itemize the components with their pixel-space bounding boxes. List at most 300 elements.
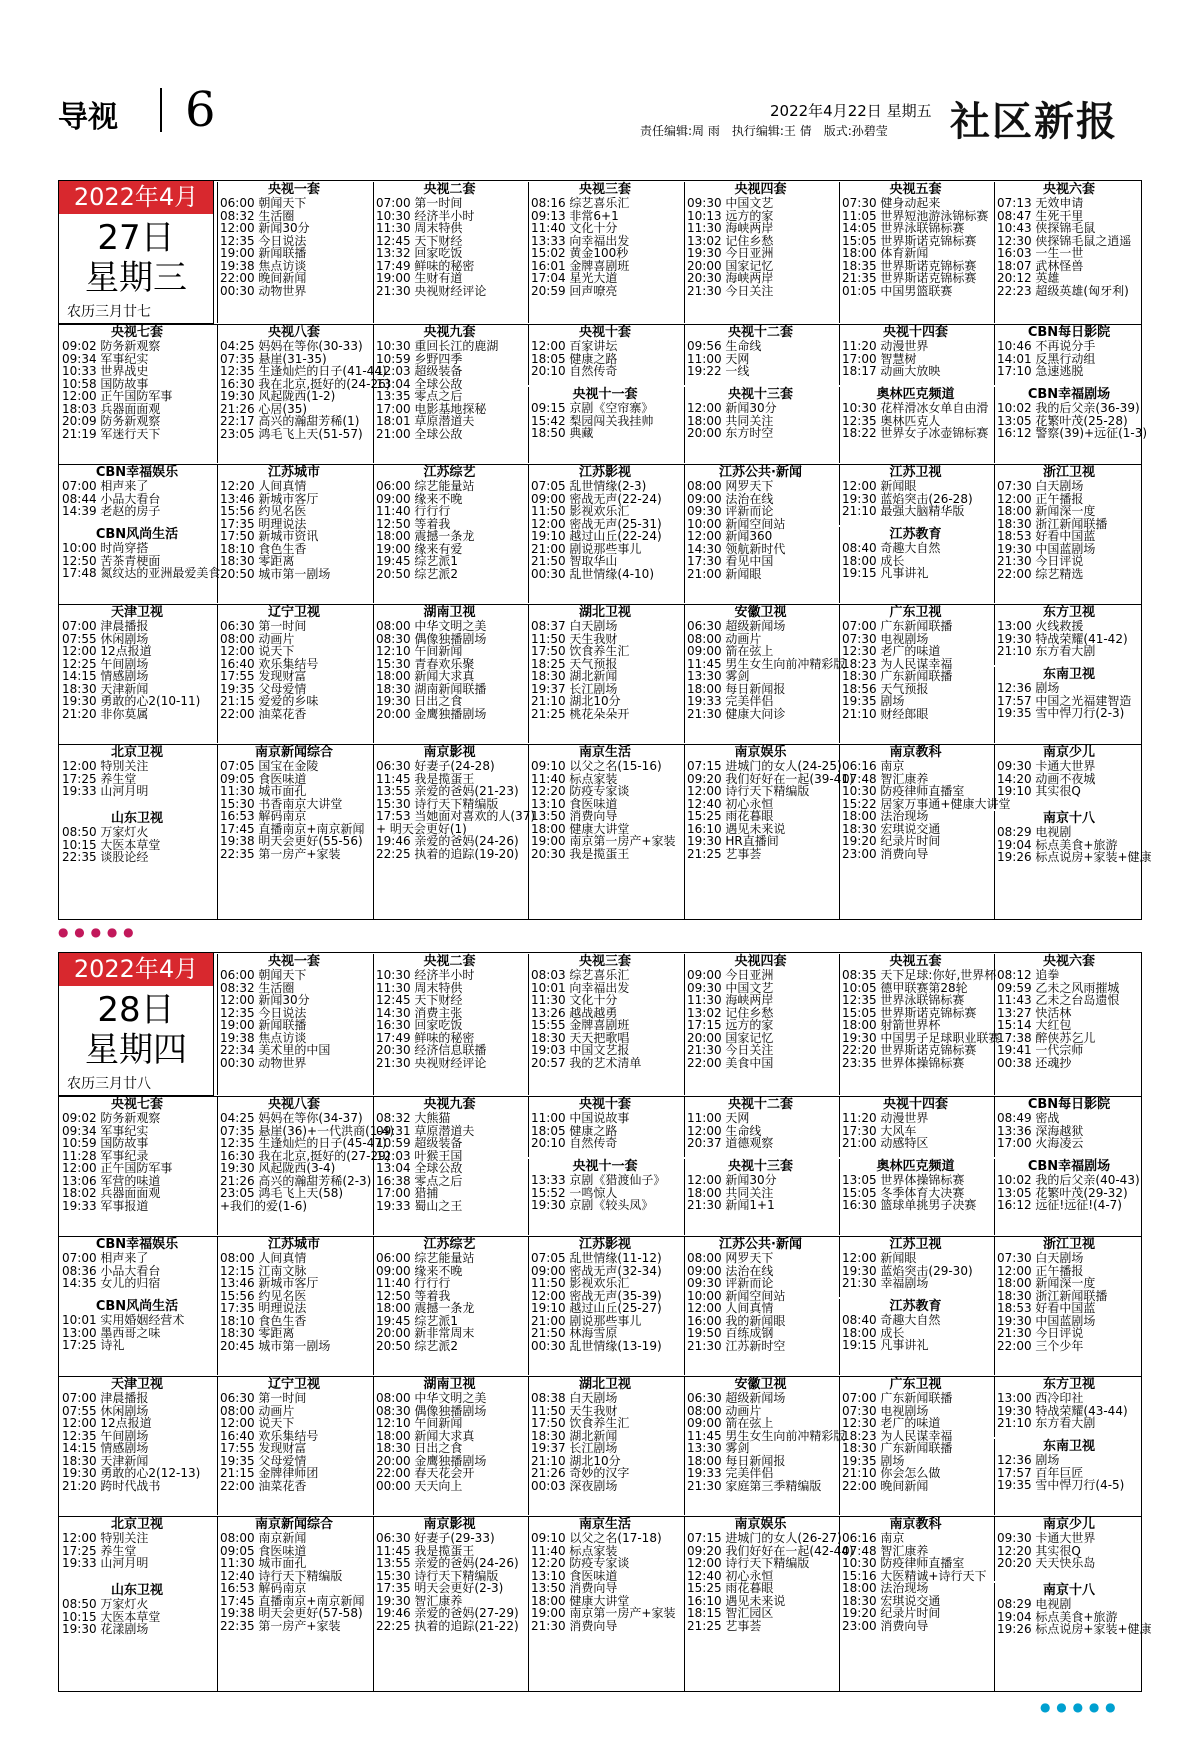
channel-block bbox=[684, 1237, 834, 1375]
program-line: 06:16 南京 bbox=[842, 1531, 905, 1545]
channel-name: 东方卫视 bbox=[1042, 605, 1095, 620]
program-line: 13:50 消费向导 bbox=[531, 809, 618, 823]
program-line: 12:50 等着我 bbox=[376, 516, 451, 531]
channel-name: 湖南卫视 bbox=[423, 605, 476, 620]
program-line: 10:30 经济半小时 bbox=[376, 968, 475, 982]
program-line: 18:23 为人民谋幸福 bbox=[842, 1428, 953, 1443]
program-line: 18:17 动画大放映 bbox=[842, 364, 941, 378]
channel-block bbox=[62, 605, 212, 743]
program-line: 19:30 日出之食 bbox=[376, 694, 463, 708]
program-line: 09:00 法治在线 bbox=[687, 1263, 774, 1278]
channel-name: 安徽卫视 bbox=[734, 605, 787, 620]
program-line: 12:20 其实很Q bbox=[997, 1543, 1081, 1558]
program-line: 22:23 超级英雄(匈牙利) bbox=[997, 283, 1129, 298]
program-line: 18:30 零距离 bbox=[220, 554, 295, 568]
channel-block bbox=[839, 325, 989, 385]
program-line: 15:22 居家万事通+健康大讲堂 bbox=[842, 796, 1011, 811]
program-line: 09:30 中国文艺 bbox=[687, 980, 774, 995]
program-line: 22:00 综艺精选 bbox=[997, 566, 1084, 581]
program-line: + 明天会更好(1) bbox=[376, 821, 467, 836]
program-line: 19:30 中国蓝剧场 bbox=[997, 1313, 1096, 1328]
program-line: 19:00 缘来有爱 bbox=[376, 541, 463, 556]
channel-block bbox=[373, 182, 523, 323]
program-line: 07:55 休闲剧场 bbox=[62, 1403, 149, 1418]
channel-block bbox=[684, 954, 834, 1095]
program-line: 08:50 万家灯火 bbox=[62, 825, 149, 839]
program-line: 12:15 江南文脉 bbox=[220, 1263, 307, 1278]
program-line: 12:00 12点报道 bbox=[62, 644, 152, 658]
program-line: 04:25 妈妈在等你(30-33) bbox=[220, 339, 363, 353]
program-line: 06:16 南京 bbox=[842, 759, 905, 773]
program-line: 12:00 正午国防军事 bbox=[62, 1161, 173, 1175]
program-line: 04:25 妈妈在等你(34-37) bbox=[220, 1111, 363, 1125]
program-line: 12:00 诗行天下精编版 bbox=[687, 784, 810, 798]
program-line: 12:00 人间真情 bbox=[687, 1301, 774, 1315]
program-line: 11:40 标点家装 bbox=[531, 1543, 618, 1558]
program-line: 12:45 天下财经 bbox=[376, 993, 463, 1007]
channel-name: 东南卫视 bbox=[1042, 667, 1095, 682]
program-line: 09:30 评新而论 bbox=[687, 1276, 774, 1290]
channel-block bbox=[684, 387, 834, 463]
program-line: 20:30 我是揽蛋王 bbox=[531, 846, 630, 861]
program-line: 20:50 城市第一剧场 bbox=[220, 566, 331, 581]
program-line: 21:25 艺事荟 bbox=[687, 1618, 762, 1633]
program-line: 08:40 奇趣大自然 bbox=[842, 541, 941, 555]
channel-block bbox=[373, 745, 536, 920]
channel-block bbox=[839, 465, 989, 525]
weekday-label: 星期四 bbox=[85, 1030, 187, 1070]
channel-name: 湖南卫视 bbox=[423, 1377, 476, 1392]
program-line: 12:00 说天下 bbox=[220, 644, 295, 658]
program-line: 08:29 电视剧 bbox=[997, 1597, 1072, 1611]
program-line: 01:05 中国男篮联赛 bbox=[842, 283, 953, 298]
channel-block bbox=[373, 1097, 523, 1235]
program-line: 09:20 我们好好在一起(39-41) bbox=[687, 771, 854, 786]
channel-name: 央视八套 bbox=[267, 325, 320, 340]
program-line: 19:30 勇敢的心2(10-11) bbox=[62, 694, 201, 708]
program-line: 21:10 湖北10分 bbox=[531, 1453, 621, 1468]
program-line: 07:30 电视剧场 bbox=[842, 1403, 929, 1418]
program-line: 12:35 生逢灿烂的日子(41-44) bbox=[220, 364, 387, 378]
program-line: 13:02 记住乡愁 bbox=[687, 233, 774, 248]
page-number: 6 bbox=[185, 82, 216, 138]
program-line: 18:30 湖南新闻联播 bbox=[376, 681, 487, 696]
program-line: 16:30 回家吃饭 bbox=[376, 1018, 463, 1032]
program-line: 12:00 特别关注 bbox=[62, 1531, 149, 1545]
program-line: 10:43 侠探锦毛鼠 bbox=[997, 221, 1096, 235]
channel-name: 江苏影视 bbox=[578, 465, 631, 480]
channel-block bbox=[839, 1517, 989, 1692]
program-line: 21:25 艺事荟 bbox=[687, 846, 762, 861]
program-line: 15:30 青春欢乐聚 bbox=[376, 656, 475, 671]
program-line: 13:04 全球公敌 bbox=[376, 376, 463, 391]
program-line: 12:10 午间新闻 bbox=[376, 1416, 463, 1430]
channel-name: 江苏综艺 bbox=[423, 1237, 476, 1252]
program-line: 17:25 养生堂 bbox=[62, 1543, 137, 1558]
program-line: 08:29 电视剧 bbox=[997, 825, 1072, 839]
channel-name: 东方卫视 bbox=[1042, 1377, 1095, 1392]
program-line: 19:38 焦点访谈 bbox=[220, 1030, 307, 1045]
program-line: 10:01 向幸福出发 bbox=[531, 980, 630, 995]
channel-name: 央视二套 bbox=[423, 182, 476, 197]
program-line: 12:35 午间剧场 bbox=[62, 1428, 149, 1443]
program-line: 08:38 白天剧场 bbox=[531, 1391, 618, 1405]
program-line: 18:50 典藏 bbox=[531, 426, 594, 440]
channel-block bbox=[373, 465, 523, 603]
channel-block bbox=[994, 1377, 1141, 1437]
program-line: 12:10 午间新闻 bbox=[376, 644, 463, 658]
program-line: 11:30 海峡两岸 bbox=[687, 221, 774, 235]
channel-block bbox=[62, 1097, 212, 1235]
program-line: 20:00 国家记忆 bbox=[687, 1030, 774, 1045]
program-line: 12:00 特別关注 bbox=[62, 759, 149, 773]
program-line: 19:35 剧场 bbox=[842, 1453, 905, 1468]
program-line: 21:00 剧说那些事儿 bbox=[531, 541, 642, 556]
program-line: 08:47 生死干里 bbox=[997, 208, 1084, 223]
program-line: 11:50 天生我财 bbox=[531, 1403, 618, 1418]
channel-name: 央视一套 bbox=[267, 182, 320, 197]
channel-block bbox=[994, 182, 1141, 323]
channel-block bbox=[62, 811, 212, 920]
program-line: 19:50 百练成钢 bbox=[687, 1326, 774, 1340]
program-line: 21:30 央视财经评论 bbox=[376, 1055, 487, 1070]
channel-block bbox=[994, 465, 1141, 603]
program-line: 12:03 叶猴王国 bbox=[376, 1148, 463, 1163]
channel-name: 奥林匹克频道 bbox=[876, 387, 955, 402]
program-line: 08:50 万家灯火 bbox=[62, 1597, 149, 1611]
program-line: 16:03 一生一世 bbox=[997, 246, 1084, 260]
channel-block bbox=[62, 745, 212, 809]
program-line: 12:00 新闻30分 bbox=[220, 993, 310, 1007]
program-line: 06:30 第一时间 bbox=[220, 619, 307, 633]
program-line: 07:30 电视剧场 bbox=[842, 631, 929, 646]
program-line: 19:38 明天会更好(57-58) bbox=[220, 1606, 363, 1620]
program-line: 15:30 诗行天下精编版 bbox=[376, 796, 499, 811]
program-line: 18:30 天津新闻 bbox=[62, 681, 149, 696]
program-line: 20:00 国家记忆 bbox=[687, 258, 774, 273]
program-line: 19:00 生财有道 bbox=[376, 271, 463, 285]
channel-block bbox=[373, 1237, 523, 1375]
program-line: 11:40 行行行 bbox=[376, 504, 451, 518]
program-line: 18:22 世界女子冰壶锦标赛 bbox=[842, 426, 989, 440]
header-divider bbox=[160, 88, 162, 132]
program-line: 19:00 新闻联播 bbox=[220, 1018, 307, 1032]
channel-name: 南京新闻综合 bbox=[254, 1517, 333, 1532]
program-line: 23:00 消费向导 bbox=[842, 1618, 929, 1633]
program-line: 21:30 今日评说 bbox=[997, 1326, 1084, 1340]
program-line: 18:00 成长 bbox=[842, 1325, 905, 1340]
program-line: 08:35 天下足球:你好,世界杯 bbox=[842, 968, 997, 982]
program-line: 17:35 明天会更好(2-3) bbox=[376, 1581, 504, 1595]
program-line: 21:19 军迷行天下 bbox=[62, 426, 161, 441]
program-line: 08:44 小品大看台 bbox=[62, 491, 161, 506]
channel-name: 江苏影视 bbox=[578, 1237, 631, 1252]
program-line: 20:59 回声嘹亮 bbox=[531, 283, 618, 298]
program-line: 21:30 幸福剧场 bbox=[842, 1276, 929, 1290]
program-line: 13:02 记住乡愁 bbox=[687, 1005, 774, 1020]
program-line: 08:30 偶像独播剧场 bbox=[376, 631, 487, 646]
program-line: 19:45 综艺派1 bbox=[376, 554, 459, 568]
program-line: 15:30 书香南京大讲堂 bbox=[220, 796, 343, 811]
program-line: 07:48 智汇康养 bbox=[842, 1543, 929, 1558]
channel-name: 浙江卫视 bbox=[1042, 1237, 1095, 1252]
program-line: 18:30 广东新闻联播 bbox=[842, 1441, 953, 1455]
program-line: 19:30 蓝焰突击(29-30) bbox=[842, 1263, 973, 1278]
program-line: 15:56 约见名医 bbox=[220, 504, 307, 518]
channel-name: 央视七套 bbox=[110, 325, 163, 340]
program-line: 20:10 自然传奇 bbox=[531, 364, 618, 378]
program-line: 13:30 雾剑 bbox=[687, 1441, 750, 1455]
program-line: 13:00 西冷印社 bbox=[997, 1391, 1084, 1405]
program-line: 10:59 超级装备 bbox=[376, 1136, 463, 1150]
channel-name: 广东卫视 bbox=[889, 605, 942, 620]
program-line: 12:20 人间真情 bbox=[220, 479, 307, 493]
channel-name: 北京卫视 bbox=[110, 1517, 163, 1532]
program-line: 16:30 篮球单挑男子决赛 bbox=[842, 1198, 977, 1212]
program-line: 09:00 缘来不晚 bbox=[376, 491, 463, 506]
program-line: 13:46 新城市客厅 bbox=[220, 1276, 319, 1290]
program-line: 17:45 直播南京+南京新闻 bbox=[220, 1593, 365, 1608]
program-line: 11:00 天网 bbox=[687, 1111, 750, 1125]
program-line: 19:26 标点说房+家装+健康 bbox=[997, 850, 1152, 864]
channel-name: 南京十八 bbox=[1042, 1583, 1095, 1598]
program-line: 12:30 老广的味道 bbox=[842, 1416, 941, 1430]
program-line: 20:30 经济信息联播 bbox=[376, 1043, 487, 1057]
program-line: 12:00 正午播报 bbox=[997, 1263, 1084, 1278]
program-line: 21:00 剧说那些事儿 bbox=[531, 1313, 642, 1328]
channel-block bbox=[994, 667, 1141, 743]
program-line: 16:53 解码南京 bbox=[220, 1581, 307, 1595]
program-line: 10:33 世界战史 bbox=[62, 364, 149, 378]
program-line: 18:00 健康大讲堂 bbox=[531, 1593, 630, 1608]
program-line: 12:00 正午播报 bbox=[997, 491, 1084, 506]
program-line: 17:00 猎捕 bbox=[376, 1186, 439, 1200]
channel-block bbox=[994, 387, 1148, 463]
program-line: 12:00 正午国防军事 bbox=[62, 389, 173, 403]
program-line: 17:35 明理说法 bbox=[220, 516, 307, 531]
program-line: 18:00 共同关注 bbox=[687, 1185, 774, 1200]
program-line: 19:30 中国蓝剧场 bbox=[997, 541, 1096, 556]
program-line: 16:38 零点之后 bbox=[376, 1173, 463, 1188]
channel-block bbox=[528, 182, 679, 323]
program-line: 20:50 综艺派2 bbox=[376, 1338, 459, 1353]
program-line: 21:25 桃花朵朵开 bbox=[531, 706, 630, 721]
channel-name: 南京生活 bbox=[578, 1517, 631, 1532]
program-line: 17:53 当她面对喜欢的人(37) bbox=[376, 809, 536, 823]
program-line: 20:12 英雄 bbox=[997, 271, 1060, 285]
program-line: 19:33 军事报道 bbox=[62, 1198, 149, 1213]
channel-name: 辽宁卫视 bbox=[267, 605, 320, 620]
program-line: 19:26 标点说房+家装+健康 bbox=[997, 1622, 1152, 1636]
program-line: 06:00 朝闻天下 bbox=[220, 196, 307, 210]
program-line: 16:10 遇见未来说 bbox=[687, 1593, 786, 1608]
channel-block bbox=[62, 465, 212, 525]
program-line: 16:53 解码南京 bbox=[220, 809, 307, 823]
channel-block bbox=[994, 1237, 1141, 1375]
program-line: 12:20 防疫专家谈 bbox=[531, 784, 630, 798]
program-line: 18:30 湖北新闻 bbox=[531, 669, 618, 683]
program-line: 14:01 反黑行动组 bbox=[997, 351, 1096, 366]
channel-block bbox=[528, 745, 679, 920]
program-line: 19:35 父母爱情 bbox=[220, 681, 307, 696]
channel-block bbox=[684, 325, 834, 385]
program-line: 19:00 南京第一房产+家装 bbox=[531, 1606, 676, 1620]
program-line: 18:00 每日新闻报 bbox=[687, 1453, 786, 1468]
channel-block bbox=[994, 1517, 1141, 1581]
date-block bbox=[59, 953, 214, 1096]
program-line: 17:50 饮食养生汇 bbox=[531, 644, 630, 658]
program-line: 11:20 动漫世界 bbox=[842, 1111, 929, 1125]
program-line: 10:30 经济半小时 bbox=[376, 208, 475, 223]
program-line: 18:01 草原潜道夫 bbox=[376, 414, 475, 428]
program-line: 15:05 世界斯诺克锦标赛 bbox=[842, 1005, 977, 1020]
program-line: 09:15 京剧《空帘寨》 bbox=[531, 401, 654, 415]
program-line: 07:05 乱世情缘(11-12) bbox=[531, 1251, 662, 1265]
program-line: 11:30 周末特供 bbox=[376, 221, 463, 235]
program-line: 21:20 非你莫属 bbox=[62, 706, 149, 721]
page-header bbox=[0, 0, 1200, 160]
program-line: 11:05 世界短池游泳锦标赛 bbox=[842, 208, 989, 223]
program-line: 08:00 动画片 bbox=[687, 631, 762, 646]
program-line: 10:15 大医本草堂 bbox=[62, 1609, 161, 1624]
program-line: 13:26 越战越勇 bbox=[531, 1005, 618, 1020]
program-line: 10:30 防疫律师直播室 bbox=[842, 784, 965, 798]
program-line: 09:10 以父之名(17-18) bbox=[531, 1531, 662, 1545]
channel-block bbox=[217, 465, 368, 603]
program-line: 17:45 直播南京+南京新闻 bbox=[220, 821, 365, 836]
program-line: 22:25 执着的追踪(21-22) bbox=[376, 1618, 519, 1633]
program-line: 13:04 全球公敌 bbox=[376, 1161, 463, 1175]
program-line: 14:15 情感剧场 bbox=[62, 669, 149, 683]
channel-block bbox=[684, 605, 846, 743]
program-line: 09:56 生命线 bbox=[687, 339, 762, 353]
program-line: 09:05 食医味道 bbox=[220, 771, 307, 786]
channel-name: 奥林匹克频道 bbox=[876, 1159, 955, 1174]
program-line: 09:00 密战无声(32-34) bbox=[531, 1263, 662, 1278]
program-line: 18:00 射箭世界杯 bbox=[842, 1018, 941, 1032]
channel-block bbox=[994, 1439, 1141, 1515]
program-line: 06:30 超级新闻场 bbox=[687, 1391, 786, 1405]
program-line: 10:58 国防故事 bbox=[62, 376, 149, 391]
channel-block bbox=[62, 1517, 212, 1581]
program-line: 21:30 今日关注 bbox=[687, 1043, 774, 1057]
program-line: 18:15 智汇园区 bbox=[687, 1606, 774, 1620]
program-line: 14:39 老赵的房子 bbox=[62, 504, 161, 518]
program-line: 18:30 湖北新闻 bbox=[531, 1428, 618, 1443]
program-line: 12:03 超级装备 bbox=[376, 364, 463, 378]
program-line: 17:48 氮纹达的亚洲最爱美食 bbox=[62, 566, 221, 580]
program-line: 18:30 宏琪说交通 bbox=[842, 1593, 941, 1608]
program-line: 20:09 防务新观察 bbox=[62, 414, 161, 428]
channel-block bbox=[839, 954, 1001, 1095]
program-line: 19:35 雪中悍刀行(2-3) bbox=[997, 706, 1125, 720]
program-line: 12:30 老广的味道 bbox=[842, 644, 941, 658]
program-line: 19:30 中国男子足球职业联赛 bbox=[842, 1030, 1001, 1045]
program-line: 19:30 风起陇西(1-2) bbox=[220, 389, 336, 403]
program-line: 20:37 道德观察 bbox=[687, 1136, 774, 1150]
program-line: 13:27 快活林 bbox=[997, 1005, 1072, 1020]
channel-block bbox=[528, 387, 679, 463]
section-title: 导视 bbox=[58, 100, 118, 135]
program-line: 13:46 新城市客厅 bbox=[220, 491, 319, 506]
program-line: 18:30 浙江新闻联播 bbox=[997, 516, 1108, 531]
program-line: 12:00 新闻眼 bbox=[842, 479, 917, 493]
program-line: 08:32 生活圈 bbox=[220, 208, 295, 223]
channel-block bbox=[528, 1237, 679, 1375]
program-line: 18:00 共同关注 bbox=[687, 413, 774, 428]
program-line: 15:02 黄金100秒 bbox=[531, 246, 629, 260]
channel-name: 浙江卫视 bbox=[1042, 465, 1095, 480]
program-line: 09:20 我们好好在一起(42-44) bbox=[687, 1543, 854, 1558]
program-line: 11:45 我是揽蛋王 bbox=[376, 1543, 475, 1558]
program-line: 10:59 乡野四季 bbox=[376, 351, 463, 366]
channel-name: 央视三套 bbox=[578, 954, 631, 969]
channel-name: 江苏公共·新闻 bbox=[719, 465, 802, 480]
program-line: 12:36 剧场 bbox=[997, 1453, 1060, 1467]
program-line: 09:00 密战无声(22-24) bbox=[531, 491, 662, 506]
program-line: 14:30 消费主张 bbox=[376, 1005, 463, 1020]
program-line: 18:00 体育新闻 bbox=[842, 246, 929, 260]
program-line: 18:56 天气预报 bbox=[842, 681, 929, 696]
program-line: 12:35 今日说法 bbox=[220, 233, 307, 248]
channel-name: 南京影视 bbox=[423, 745, 476, 760]
program-line: 13:32 回家吃饭 bbox=[376, 246, 463, 260]
program-line: 22:00 油菜花香 bbox=[220, 1478, 307, 1493]
program-line: 10:30 防疫律师直播室 bbox=[842, 1556, 965, 1570]
channel-name: 央视十一套 bbox=[572, 1159, 638, 1174]
program-line: 19:00 新闻联播 bbox=[220, 246, 307, 260]
program-line: 12:35 奥林匹克人 bbox=[842, 413, 941, 428]
channel-name: 天津卫视 bbox=[110, 1377, 163, 1392]
channel-block bbox=[217, 1517, 368, 1692]
program-line: 11:45 我是揽蛋王 bbox=[376, 771, 475, 786]
program-line: 10:59 国防故事 bbox=[62, 1136, 149, 1150]
program-line: 15:52 一鸣惊人 bbox=[531, 1185, 618, 1200]
channel-name: 江苏教育 bbox=[889, 527, 942, 542]
channel-name: CBN每日影院 bbox=[1027, 325, 1111, 340]
program-line: 15:25 雨花暮眼 bbox=[687, 1581, 774, 1595]
channel-name: 山东卫视 bbox=[110, 811, 163, 826]
program-line: 06:00 朝闻天下 bbox=[220, 968, 307, 982]
channel-name: 江苏教育 bbox=[889, 1299, 942, 1314]
month-label: 2022年4月 bbox=[59, 953, 213, 986]
program-line: 00:30 动物世界 bbox=[220, 1055, 307, 1070]
program-line: 16:40 欢乐集结号 bbox=[220, 656, 319, 671]
program-line: 18:30 日出之食 bbox=[376, 1441, 463, 1455]
program-line: 12:00 密战无声(25-31) bbox=[531, 516, 662, 531]
issue-date: 2022年4月22日 星期五 bbox=[770, 102, 932, 120]
program-line: 07:05 国宝在金陵 bbox=[220, 759, 319, 773]
channel-block bbox=[528, 954, 679, 1095]
program-line: 15:30 诗行天下精编版 bbox=[376, 1568, 499, 1583]
program-line: 21:26 奇妙的汉字 bbox=[531, 1466, 630, 1480]
program-line: 09:30 卡通大世界 bbox=[997, 759, 1096, 773]
program-line: 09:02 防务新观察 bbox=[62, 339, 161, 353]
program-line: 17:57 百年巨匠 bbox=[997, 1465, 1084, 1480]
program-line: 17:00 智慧树 bbox=[842, 351, 917, 366]
program-line: 07:05 乱世情缘(2-3) bbox=[531, 479, 647, 493]
program-line: 13:00 墨西哥之味 bbox=[62, 1325, 161, 1340]
program-line: 18:30 广东新闻联播 bbox=[842, 669, 953, 683]
program-line: 21:10 财经郎眼 bbox=[842, 706, 929, 721]
program-line: 18:30 零距离 bbox=[220, 1326, 295, 1340]
program-line: 18:53 好看中国蓝 bbox=[997, 1301, 1096, 1315]
channel-name: 央视十四套 bbox=[882, 325, 948, 340]
program-line: 11:45 男生女生向前冲精彩版 bbox=[687, 1428, 846, 1443]
program-line: 14:30 领航新时代 bbox=[687, 541, 786, 556]
channel-name: 广东卫视 bbox=[889, 1377, 942, 1392]
channel-block bbox=[839, 387, 989, 463]
